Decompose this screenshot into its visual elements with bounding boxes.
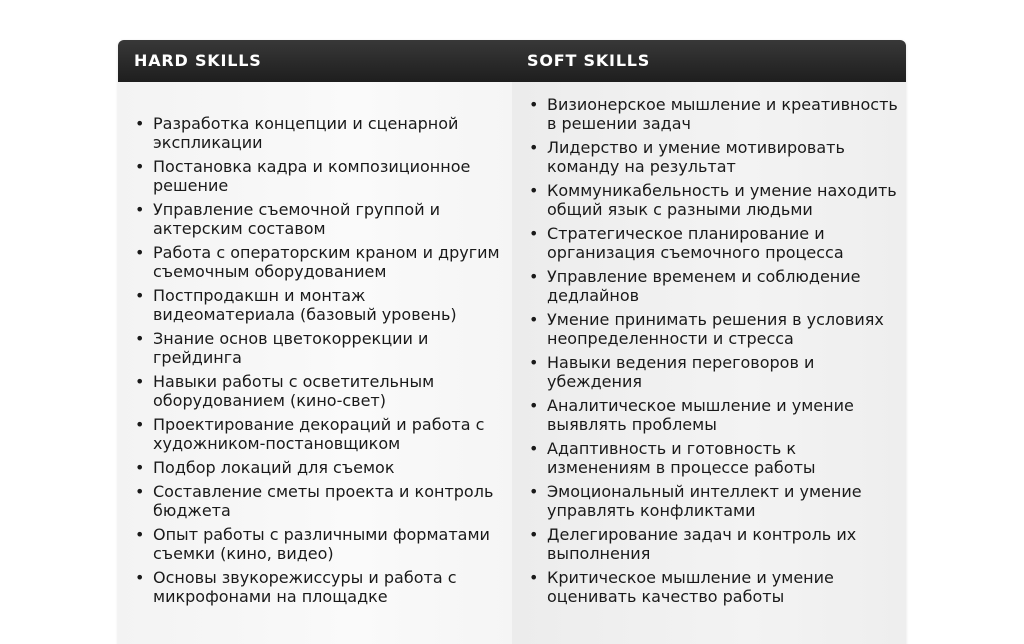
skill-text: Адаптивность и готовность к изменениям в процессе работы	[547, 439, 816, 478]
bullet-icon: •	[529, 568, 539, 587]
hard-skills-header: HARD SKILLS	[134, 51, 262, 70]
skill-text: Основы звукорежиссуры и работа с микрофонами на площадке	[153, 567, 457, 606]
skill-text: Эмоциональный интеллект и умение управлять конфликтами	[547, 482, 862, 521]
skill-text: Работа с операторским краном и другим съемочным оборудованием	[153, 243, 500, 282]
skill-item	[118, 458, 512, 477]
table-body	[118, 82, 906, 644]
skill-text: Управление временем и соблюдение дедлайнов	[547, 267, 861, 306]
skill-item	[118, 114, 512, 152]
bullet-icon: •	[529, 353, 539, 372]
skill-item	[512, 482, 906, 520]
bullet-icon: •	[529, 439, 539, 458]
skill-item	[118, 568, 512, 606]
bullet-icon: •	[135, 567, 145, 587]
skill-item	[512, 396, 906, 434]
skill-item	[118, 482, 512, 520]
skill-text: Опыт работы с различными форматами съемки (кино, видео)	[153, 524, 490, 563]
skill-text: Составление сметы проекта и контроль бюджета	[153, 481, 494, 520]
soft-skills-header: SOFT SKILLS	[527, 51, 651, 70]
skill-item	[512, 310, 906, 348]
skill-text: Визионерское мышление и креативность в решении задач	[547, 95, 898, 134]
hard-skills-list	[118, 114, 512, 606]
skill-text: Критическое мышление и умение оценивать качество работы	[547, 568, 834, 607]
bullet-icon: •	[529, 224, 539, 243]
skill-item	[512, 353, 906, 391]
skill-text: Стратегическое планирование и организация съемочного процесса	[547, 224, 844, 263]
bullet-icon: •	[529, 138, 539, 157]
bullet-icon: •	[529, 310, 539, 329]
skill-item	[118, 415, 512, 453]
skill-item	[512, 138, 906, 176]
skill-item	[512, 224, 906, 262]
skill-text: Проектирование декораций и работа с художником-постановщиком	[153, 415, 485, 454]
bullet-icon: •	[135, 329, 145, 348]
hard-skills-column	[118, 82, 512, 644]
bullet-icon: •	[529, 95, 539, 114]
skills-table	[118, 40, 906, 644]
skill-text: Управление съемочной группой и актерским составом	[153, 200, 441, 239]
skill-item	[512, 568, 906, 606]
bullet-icon: •	[135, 200, 145, 219]
skill-text: Делегирование задач и контроль их выполнения	[547, 525, 857, 564]
skill-text: Навыки ведения переговоров и убеждения	[547, 353, 815, 392]
bullet-icon: •	[529, 525, 539, 544]
bullet-icon: •	[135, 157, 145, 176]
skill-text: Лидерство и умение мотивировать команду на результат	[547, 138, 845, 177]
skill-item	[118, 200, 512, 238]
skill-item	[512, 439, 906, 477]
skill-text: Постпродакшн и монтаж видеоматериала (базовый уровень)	[153, 286, 457, 325]
skill-text: Аналитическое мышление и умение выявлять проблемы	[547, 396, 854, 435]
bullet-icon: •	[135, 243, 145, 262]
bullet-icon: •	[135, 481, 145, 501]
skill-item	[118, 157, 512, 195]
bullet-icon: •	[135, 286, 145, 305]
bullet-icon: •	[529, 396, 539, 415]
skill-item	[118, 329, 512, 367]
skill-item	[512, 267, 906, 305]
skill-item	[118, 286, 512, 324]
skill-text: Постановка кадра и композиционное решение	[153, 157, 471, 196]
bullet-icon: •	[135, 415, 145, 434]
skill-item	[118, 243, 512, 281]
soft-skills-list	[512, 95, 906, 606]
table-header	[118, 40, 906, 82]
skill-text: Подбор локаций для съемок	[153, 458, 395, 477]
skill-item	[512, 181, 906, 219]
skill-text: Разработка концепции и сценарной экспликации	[153, 114, 459, 153]
skill-text: Коммуникабельность и умение находить общий язык с разными людьми	[547, 181, 897, 220]
skill-text: Умение принимать решения в условиях неопределенности и стресса	[547, 310, 884, 349]
skill-item	[118, 372, 512, 410]
skill-item	[512, 95, 906, 133]
bullet-icon: •	[135, 524, 145, 544]
bullet-icon: •	[135, 458, 145, 477]
soft-skills-column	[512, 82, 906, 644]
bullet-icon: •	[529, 181, 539, 200]
bullet-icon: •	[529, 482, 539, 501]
bullet-icon: •	[135, 372, 145, 391]
bullet-icon: •	[135, 114, 145, 133]
skill-item	[512, 525, 906, 563]
skill-text: Навыки работы с осветительным оборудованием (кино-свет)	[153, 372, 435, 411]
skill-item	[118, 525, 512, 563]
skill-text: Знание основ цветокоррекции и грейдинга	[153, 329, 429, 368]
bullet-icon: •	[529, 267, 539, 286]
